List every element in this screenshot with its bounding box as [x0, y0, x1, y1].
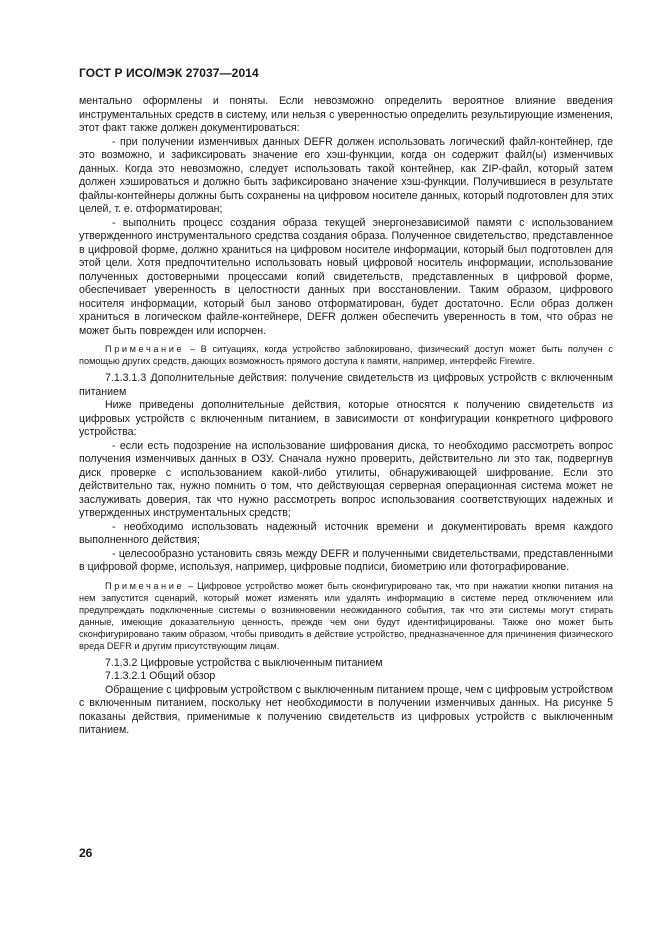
list-item: - выполнить процесс создания образа текущей энергонезависимой памяти с использованием утвержденного инструментального средства создания образа. Полученное свидетельство, представленное в цифровой форме, должно храниться на цифровом носителе информации, который был подготовлен для этой цели. Хотя предпочтительно использовать новый цифровой носитель информации, использование полученных достоверными процессами копий свидетельств, представленных в цифровой форме, обеспечивает уверенность в целостности данных при восстановлении. Таким образом, цифрового носителя информации, который был заново отформатирован, будет достаточно. Если образ должен храниться в логическом файле-контейнере, DEFR должен обеспечить уверенность в том, что образ не может быть поврежден или испорчен.: [79, 216, 613, 337]
page-header: ГОСТ Р ИСО/МЭК 27037—2014: [79, 66, 259, 80]
paragraph: Ниже приведены дополнительные действия, которые относятся к получению свидетельств из цифровых устройств с включенным питанием, в зависимости от конфигурации конкретного цифрового устройства:: [79, 399, 613, 438]
paragraph: ментально оформлены и поняты. Если невозможно определить вероятное влияние введения инструментальных средств в систему, или нельзя с уверенностью определить результирующие изменения, этот факт также должен документироваться:: [79, 95, 613, 134]
note-text: – В ситуациях, когда устройство заблокировано, физический доступ может быть получен с помощью других средств, дающих возможность прямого доступа к памяти, например, интерфейс Firewire.: [79, 344, 613, 366]
section-heading: 7.1.3.1.3 Дополнительные действия: получение свидетельств из цифровых устройств с включенным питанием: [79, 372, 613, 398]
list-item: - целесообразно установить связь между DEFR и полученными свидетельствами, представленными в цифровой форме, используя, например, цифровые подписи, биометрию или фотографирование.: [79, 547, 613, 573]
note-text: – Цифровое устройство может быть сконфигурировано так, что при нажатии кнопки питания на нем запустится сценарий, который может изменять или удалять информацию в системе перед отключением или предупреждать подключенные системы о возникновении неожиданного события, так что эти системы могут стирать данные, имеющие доказательную ценность, прежде чем они будут идентифицированы. Также оно может быть сконфигурировано таким образом, чтобы приводить в действие устройство, предназначенное для причинения физического вреда DEFR и другим присутствующим лицам.: [79, 580, 613, 651]
subsection-heading: 7.1.3.2.1 Общий обзор: [105, 670, 216, 682]
note-label: Примечание: [105, 344, 185, 354]
page-number: 26: [79, 846, 93, 860]
paragraph: Обращение с цифровым устройством с выключенным питанием проще, чем с цифровым устройством с включенным питанием, поскольку нет необходимости в получении изменчивых данных. На рисунке 5 показаны действия, применимые к получению свидетельств из цифровых устройств с выключенным питанием.: [79, 683, 613, 736]
list-item: - если есть подозрение на использование шифрования диска, то необходимо рассмотреть вопрос получения изменчивых данных в ОЗУ. Сначала нужно проверить, действительно ли это так, подвергнув диск проверке с использованием какой-либо утилиты, обнаруживающей шифрование. Если это действительно так, нужно помнить о том, что действующая серверная операционная система может не заслуживать доверия, так что нужно рассмотреть вопрос использования соответствующих надежных и утвержденных инструментальных средств;: [79, 439, 613, 519]
document-body: [79, 95, 613, 738]
section-heading: 7.1.3.2 Цифровые устройства с выключенным питанием: [105, 656, 383, 669]
list-item: - при получении изменчивых данных DEFR должен использовать логический файл-контейнер, где это возможно, и зафиксировать значение его хэш-функции, когда он содержит файл(ы) изменчивых данных. Когда это невозможно, следует использовать такой контейнер, как ZIP-файл, который затем должен хэшироваться и должно быть зафиксировано значение хэш-функции. Получившиеся в результате файлы-контейнеры должны быть сохранены на цифровом носителе данных, который подготовлен для этих целей, т. е. отформатирован;: [79, 135, 613, 215]
note: [79, 343, 613, 367]
note-label: Примечание: [105, 580, 185, 591]
list-item: - необходимо использовать надежный источник времени и документировать время каждого выполненного действия;: [79, 520, 613, 546]
note: [79, 580, 613, 652]
